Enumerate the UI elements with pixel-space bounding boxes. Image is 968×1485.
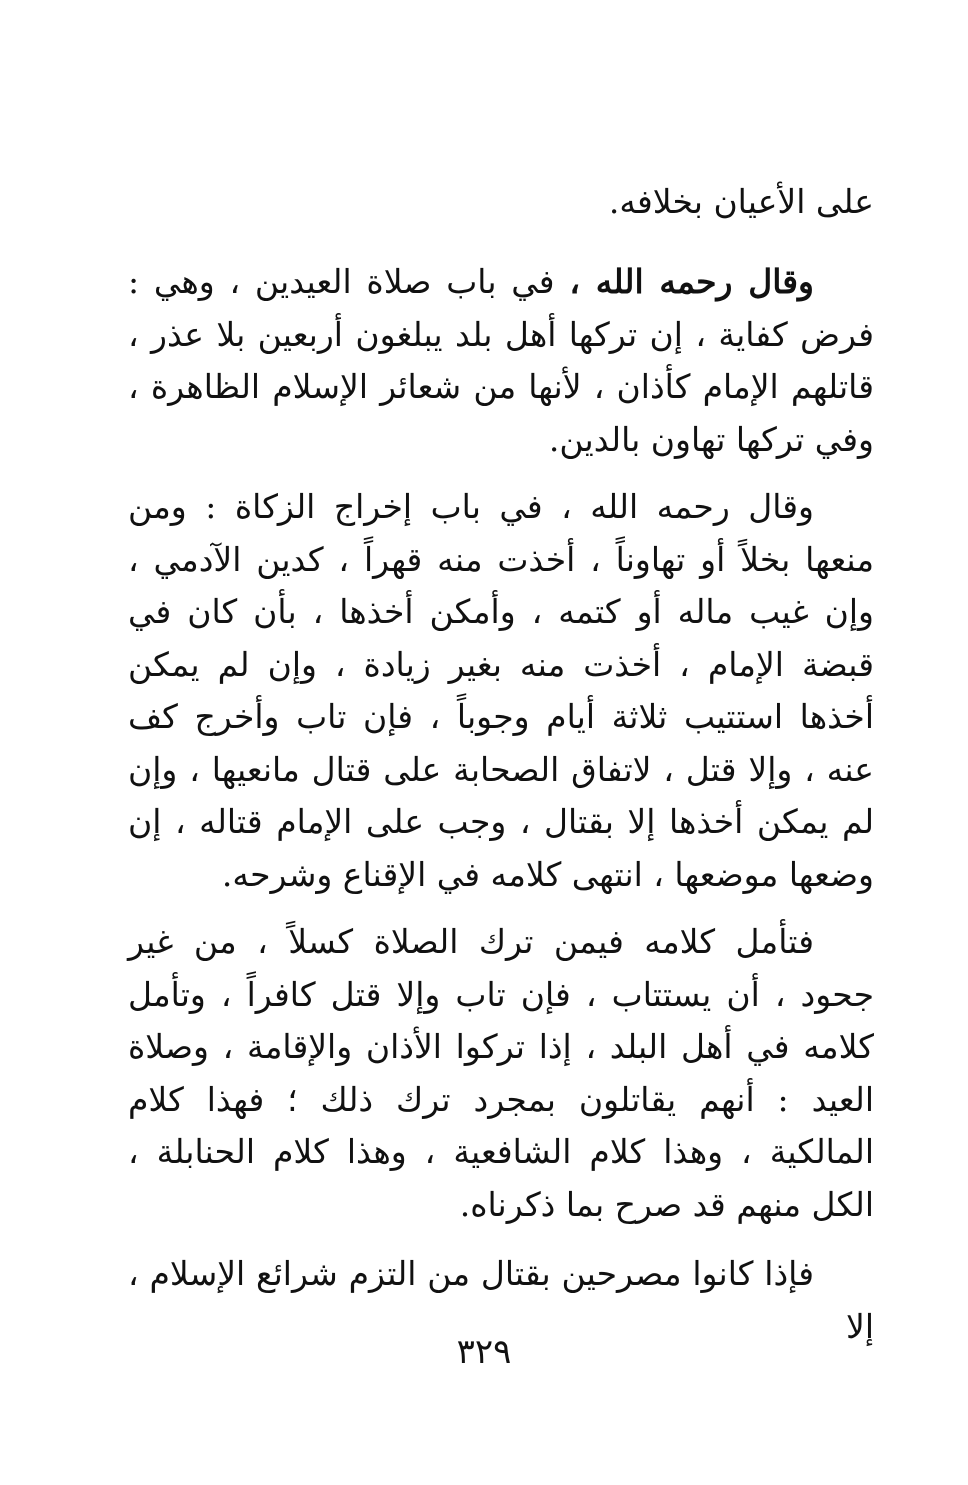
paragraph-reflection [128, 916, 874, 1231]
paragraph-text: فإذا كانوا مصرحين بقتال من التزم شرائع الإسلام ، إلا [128, 1254, 874, 1346]
paragraph-text: على الأعيان بخلافه. [608, 182, 874, 221]
paragraph-lead: وقال رحمه الله ، [569, 262, 814, 301]
paragraph-continuation [128, 176, 874, 229]
paragraph-zakat [128, 481, 874, 901]
page-number: ٣٢٩ [456, 1332, 512, 1372]
paragraph-text: فتأمل كلامه فيمن ترك الصلاة كسلاً ، من غير جحود ، أن يستتاب ، فإن تاب وإلا قتل كافراً ، وتأمل كلامه في أهل البلد ، إذا تركوا الأذان والإقامة ، وصلاة العيد : أنهم يقاتلون بمجرد ترك ذلك ؛ فهذا كلام المالكية ، وهذا كلام الشافعية ، وهذا كلام الحنابلة ، الكل منهم قد صرح بما ذكرناه. [128, 922, 874, 1224]
paragraph-eid-prayer [128, 256, 874, 466]
paragraph-text: وقال رحمه الله ، في باب إخراج الزكاة : ومن منعها بخلاً أو تهاوناً ، أخذت منه قهراً ، كدين الآدمي ، وإن غيب ماله أو كتمه ، وأمكن أخذها ، بأن كان في قبضة الإمام ، أخذت منه بغير زيادة ، وإن لم يمكن أخذها استتيب ثلاثة أيام وجوباً ، فإن تاب وأخرج كف عنه ، وإلا قتل ، لاتفاق الصحابة على قتال مانعيها ، وإن لم يمكن أخذها إلا بقتال ، وجب على الإمام قتاله ، إن وضعها موضعها ، انتهى كلامه في الإقناع وشرحه. [128, 487, 874, 894]
paragraph-text: في باب صلاة العيدين ، وهي : فرض كفاية ، إن تركها أهل بلد يبلغون أربعين بلا عذر ، قاتلهم الإمام كأذان ، لأنها من شعائر الإسلام الظاهرة ، وفي تركها تهاون بالدين. [128, 262, 874, 459]
